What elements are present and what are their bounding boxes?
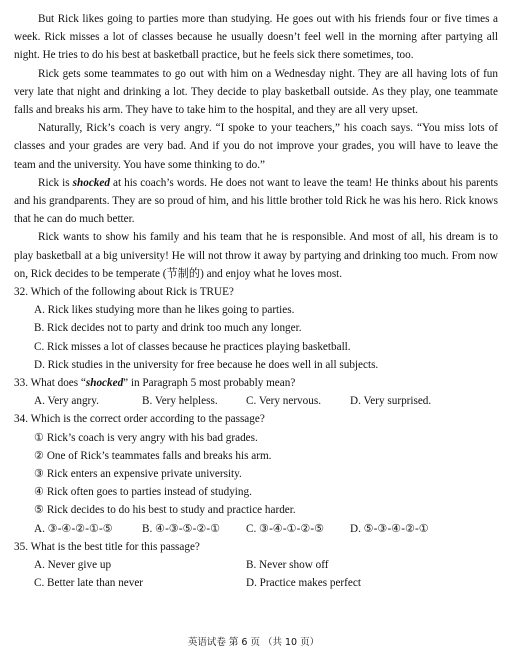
question-33-stem: 33. What does “shocked” in Paragraph 5 most probably mean? (14, 377, 296, 390)
page-footer: 英语试卷 第 6 页 （共 10 页） (187, 637, 320, 648)
q33-option-b[interactable]: B. Very helpless. (142, 395, 218, 408)
passage-paragraph-3: Naturally, Rick’s coach is very angry. “I spoke to your teachers,” his coach says. “You miss lots of classes and your grades are very bad. And if you do not improve your grades, you will have to leave the team and the university. You have some thinking to do.” (14, 122, 498, 171)
q32-option-b[interactable]: B. Rick decides not to party and drink too much any longer. (34, 322, 302, 335)
q35-option-b[interactable]: B. Never show off (246, 559, 329, 572)
q33-option-a[interactable]: A. Very angry. (34, 395, 99, 408)
emphasized-word: shocked (72, 176, 110, 189)
q32-option-c[interactable]: C. Rick misses a lot of classes because he practices playing basketball. (34, 340, 351, 353)
q34-event-5: ⑤ Rick decides to do his best to study and practice harder. (34, 504, 296, 517)
q35-option-a[interactable]: A. Never give up (34, 559, 112, 572)
passage-paragraph-5: Rick wants to show his family and his team that he is responsible. And most of all, his dream is to play basketball at a big university! He will not throw it away by partying and drinking too much. From now on, Rick decides to be temperate (节制的) and enjoy what he loves most. (14, 231, 498, 280)
exam-page (14, 10, 498, 593)
q32-option-d[interactable]: D. Rick studies in the university for free because he does well in all subjects. (34, 358, 379, 371)
passage-paragraph-1: But Rick likes going to parties more than studying. He goes out with his friends four or five times a week. Rick misses a lot of classes because he usually doesn’t feel well in the morning after partying all night. He tries to do his best at basketball practice, but he feels sick there sometimes, too. (14, 13, 498, 62)
question-35-stem: 35. What is the best title for this passage? (14, 540, 200, 553)
q34-event-2: ② One of Rick’s teammates falls and breaks his arm. (34, 449, 272, 462)
q34-event-1: ① Rick’s coach is very angry with his bad grades. (34, 431, 258, 444)
q33-option-d[interactable]: D. Very surprised. (350, 395, 432, 408)
q33-options (34, 392, 498, 410)
passage-paragraph-2: Rick gets some teammates to go out with him on a Wednesday night. They are all having lots of fun very late that night and drinking a lot. They decide to play basketball outside. As they play, one teammate falls and breaks his arm. They have to take him to the hospital, and they are all very upset. (14, 67, 498, 117)
q34-options (34, 520, 498, 538)
question-32-stem: 32. Which of the following about Rick is TRUE? (14, 286, 234, 299)
q34-option-d[interactable]: D. ⑤-③-④-②-① (350, 522, 429, 535)
q34-option-c[interactable]: C. ③-④-①-②-⑤ (246, 522, 325, 535)
q32-option-a[interactable]: A. Rick likes studying more than he likes going to parties. (34, 304, 295, 317)
q34-event-4: ④ Rick often goes to parties instead of studying. (34, 486, 252, 499)
question-34-stem: 34. Which is the correct order according to the passage? (14, 413, 265, 426)
q33-option-c[interactable]: C. Very nervous. (246, 395, 321, 408)
q35-option-d[interactable]: D. Practice makes perfect (246, 577, 361, 590)
q35-option-c[interactable]: C. Better late than never (34, 577, 144, 590)
q34-option-b[interactable]: B. ④-③-⑤-②-① (142, 522, 221, 535)
q34-event-3: ③ Rick enters an expensive private university. (34, 468, 242, 481)
q35-options-row-2 (34, 574, 498, 592)
q34-option-a[interactable]: A. ③-④-②-①-⑤ (34, 522, 113, 535)
passage-paragraph-4: Rick is shocked at his coach’s words. He does not want to leave the team! He thinks about his parents and his grandparents. They are so proud of him, and his little brother told Rick he was his hero. Rick knows that he can do much better. (14, 176, 499, 226)
q35-options-row-1 (34, 556, 498, 574)
emphasized-word: shocked (85, 377, 124, 390)
